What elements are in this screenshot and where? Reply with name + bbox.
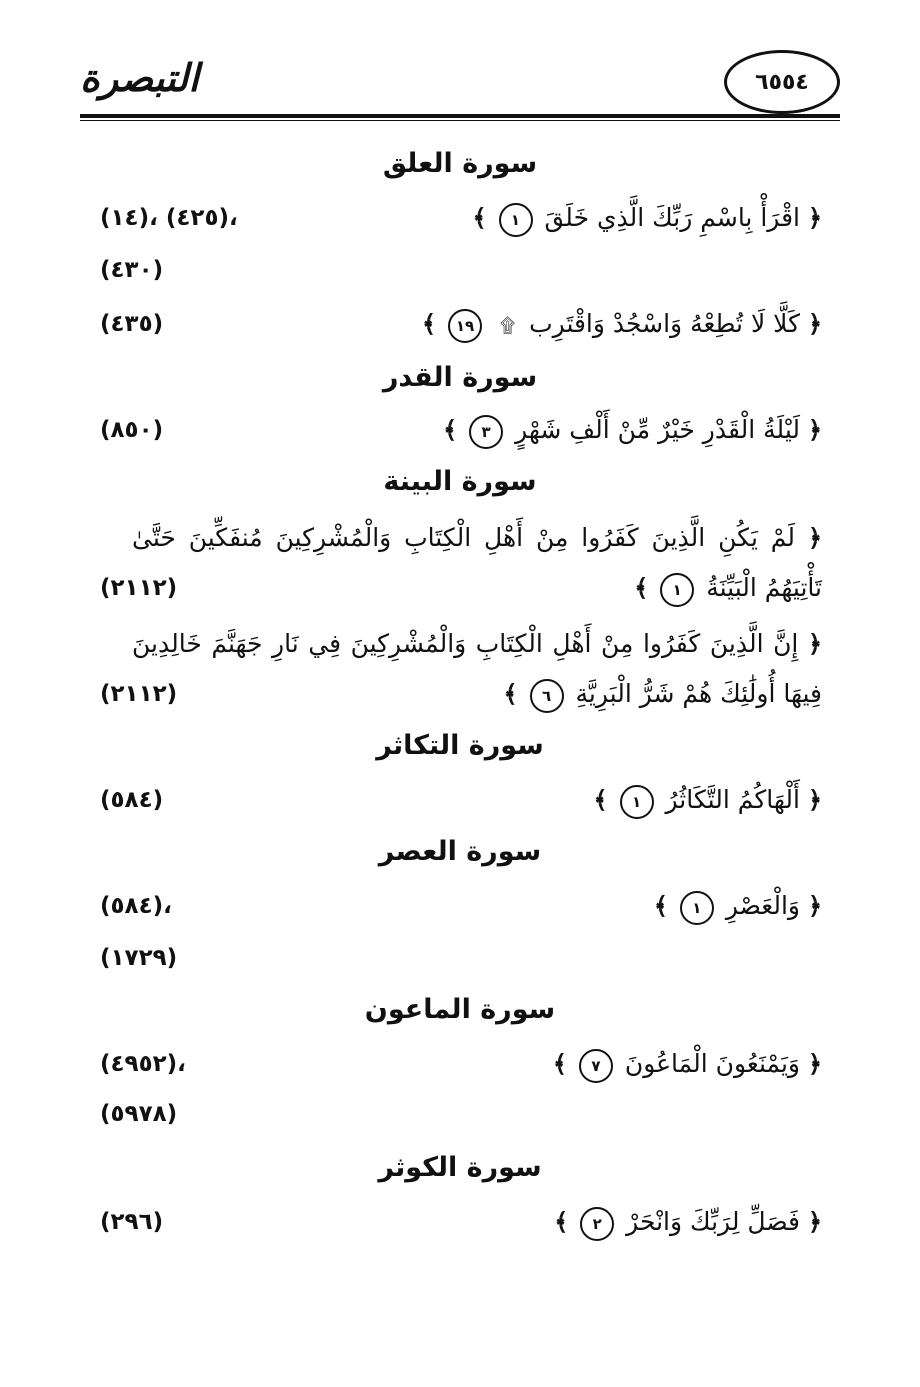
ornament-open: ﴿ [807,415,822,444]
verse-line [132,624,822,664]
sura-heading: سورة البينة [383,466,537,497]
ornament-open: ﴿ [807,785,822,814]
sura-heading: سورة العلق [382,148,538,179]
ornament-close: ﴾ [552,1049,567,1078]
ayah-number: ١ [499,203,533,237]
reference: (٤٩٥٢)، [100,1051,186,1077]
ayah-number: ٦ [530,679,564,713]
ornament-open: ﴿ [807,891,822,920]
ornament-close: ﴾ [503,679,518,708]
ayah-number: ١٩ [448,309,482,343]
ornament-close: ﴾ [634,573,649,602]
ornament-close: ﴾ [593,785,608,814]
reference: (٨٥٠) [100,417,164,443]
ayah-number: ٧ [579,1049,613,1083]
header-rule-thin [80,120,840,121]
reference: (٥٨٤) [100,787,164,813]
verse-text: اقْرَأْ بِاسْمِ رَبِّكَ الَّذِي خَلَقَ [544,203,800,232]
verse-text: وَيَمْنَعُونَ الْمَاعُونَ [624,1049,800,1078]
ornament-open: ﴿ [807,1207,822,1236]
verse-text: وَالْعَصْرِ [725,891,800,920]
page-header [80,48,840,123]
ayah-number: ١ [620,785,654,819]
page-number: ٦٥٥٤ [755,69,809,95]
reference: (١٧٢٩) [100,945,178,971]
verse-text: إِنَّ الَّذِينَ كَفَرُوا مِنْ أَهْلِ الْكِتَابِ وَالْمُشْرِكِينَ فِي نَارِ جَهَنَّمَ خَالِدِينَ [132,629,799,658]
verse-line [132,518,822,558]
ornament-open: ﴿ [807,523,822,552]
reference: (١٤)، (٤٢٥)، [100,205,238,231]
ornament-open: ﴿ [807,203,822,232]
ornament-open: ﴿ [807,309,822,338]
reference: (٥٨٤)، [100,893,172,919]
reference: (٥٩٧٨) [100,1101,178,1127]
book-title: التبصرة [80,55,199,100]
ornament-close: ﴾ [472,203,487,232]
verse-text: لَمْ يَكُنِ الَّذِينَ كَفَرُوا مِنْ أَهْلِ الْكِتَابِ وَالْمُشْرِكِينَ مُنفَكِّينَ حَتَّىٰ [132,523,796,552]
page-number-badge [724,50,840,114]
ayah-number: ٢ [580,1207,614,1241]
ornament-open: ﴿ [807,1049,822,1078]
verse-text: تَأْتِيَهُمُ الْبَيِّنَةُ [706,573,822,602]
ayah-number: ٣ [469,415,503,449]
reference: (٤٣٠) [100,257,164,283]
sura-heading: سورة الكوثر [378,1152,542,1183]
sura-heading: سورة القدر [382,362,538,393]
ornament-close: ﴾ [554,1207,569,1236]
reference: (٢١١٢) [100,575,178,601]
ayah-number: ١ [660,573,694,607]
verse-text: لَيْلَةُ الْقَدْرِ خَيْرٌ مِّنْ أَلْفِ شَهْرٍ [515,415,800,444]
sura-heading: سورة الماعون [364,994,556,1025]
verse-text: فِيهَا أُولَٰئِكَ هُمْ شَرُّ الْبَرِيَّةِ [575,679,822,708]
ornament-open: ﴿ [807,629,822,658]
ornament-close: ﴾ [443,415,458,444]
sura-heading: سورة العصر [378,836,542,867]
sura-heading: سورة التكاثر [376,730,544,761]
ornament-close: ﴾ [653,891,668,920]
sajda-icon: ۩ [499,313,516,337]
verse-text: كَلَّا لَا تُطِعْهُ وَاسْجُدْ وَاقْتَرِب [529,309,800,338]
reference: (٢٩٦) [100,1209,164,1235]
ornament-close: ﴾ [421,309,437,338]
ayah-number: ١ [680,891,714,925]
verse-text: أَلْهَاكُمُ التَّكَاثُرُ [665,785,800,814]
verse-text: فَصَلِّ لِرَبِّكَ وَانْحَرْ [626,1207,800,1236]
reference: (٤٣٥) [100,311,164,337]
header-rule-thick [80,114,840,118]
reference: (٢١١٢) [100,681,178,707]
